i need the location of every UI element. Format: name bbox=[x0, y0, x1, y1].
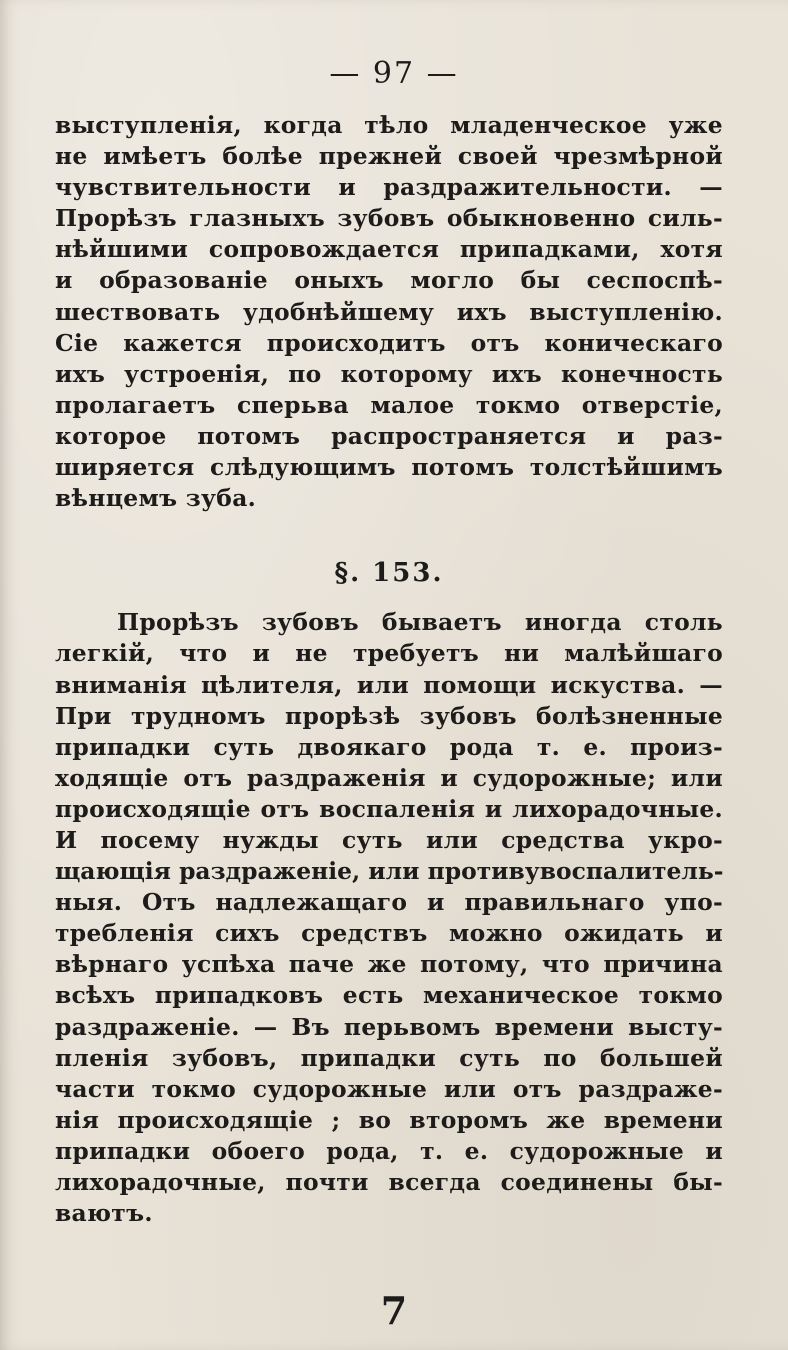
text-line: ходящіе отъ раздраженія и судорожные; или bbox=[55, 763, 723, 792]
text-line: происходящіе отъ воспаленія и лихорадочные. bbox=[55, 794, 723, 823]
text-line: пленія зубовъ, припадки суть по большей bbox=[55, 1043, 723, 1072]
text-line: припадки обоего рода, т. е. судорожные и bbox=[55, 1136, 723, 1165]
text-line: При трудномъ прорѣзѣ зубовъ болѣзненные bbox=[55, 701, 723, 730]
text-line: Сіе кажется происходитъ отъ коническаго bbox=[55, 328, 723, 357]
text-line: не имѣетъ болѣе прежней своей чрезмѣрной bbox=[55, 142, 723, 171]
text-line: чувствительности и раздражительности. — bbox=[55, 173, 723, 202]
text-line: и образованіе оныхъ могло бы сеспоспѣ- bbox=[55, 266, 723, 295]
text-line: ныя. Отъ надлежащаго и правильнаго упо- bbox=[55, 888, 723, 917]
section-heading: §. 153. bbox=[334, 558, 444, 589]
text-line: шествовать удобнѣйшему ихъ выступленію. bbox=[55, 297, 723, 326]
page-number-header: — 97 — bbox=[329, 56, 459, 91]
text-line: требленія сихъ средствъ можно ожидать и bbox=[55, 919, 723, 948]
text-line: нія происходящіе ; во второмъ же времени bbox=[55, 1105, 723, 1134]
page-body bbox=[55, 110, 723, 1229]
text-line: нѣйшими сопровождается припадками, хотя bbox=[55, 235, 723, 264]
text-line: вниманія цѣлителя, или помощи искуства. — bbox=[55, 670, 723, 699]
text-line: ваютъ. bbox=[55, 1199, 153, 1228]
text-line: выступленія, когда тѣло младенческое уже bbox=[55, 111, 723, 139]
paragraph-2 bbox=[55, 607, 723, 1229]
spacer bbox=[55, 514, 723, 545]
text-line: легкій, что и не требуетъ ни малѣйшаго bbox=[55, 639, 723, 668]
text-line: И посему нужды суть или средства укро- bbox=[55, 825, 723, 854]
text-line: вѣнцемъ зуба. bbox=[55, 484, 257, 513]
text-line: Прорѣзъ глазныхъ зубовъ обыкновенно силь- bbox=[55, 204, 723, 233]
text-line: Прорѣзъ зубовъ бываетъ иногда столь bbox=[117, 608, 723, 637]
text-line: раздраженіе. — Въ перьвомъ времени высту- bbox=[55, 1012, 723, 1041]
paragraph-1 bbox=[55, 110, 723, 514]
text-line: ихъ устроенія, по которому ихъ конечность bbox=[55, 359, 723, 388]
text-line: припадки суть двоякаго рода т. е. произ- bbox=[55, 732, 723, 761]
text-line: части токмо судорожные или отъ раздраже- bbox=[55, 1074, 723, 1103]
text-line: пролагаетъ сперьва малое токмо отверстіе, bbox=[55, 390, 723, 419]
text-line: лихорадочные, почти всегда соединены бы- bbox=[55, 1168, 723, 1196]
text-line: ширяется слѣдующимъ потомъ толстѣйшимъ bbox=[55, 453, 723, 482]
signature-mark: 7 bbox=[380, 1288, 408, 1333]
text-line: которое потомъ распространяется и раз- bbox=[55, 421, 723, 450]
text-line: щающія раздраженіе, или противувоспалитель- bbox=[55, 857, 724, 886]
text-line: всѣхъ припадковъ есть механическое токмо bbox=[55, 981, 723, 1010]
text-line: вѣрнаго успѣха паче же потому, что причина bbox=[55, 950, 723, 979]
